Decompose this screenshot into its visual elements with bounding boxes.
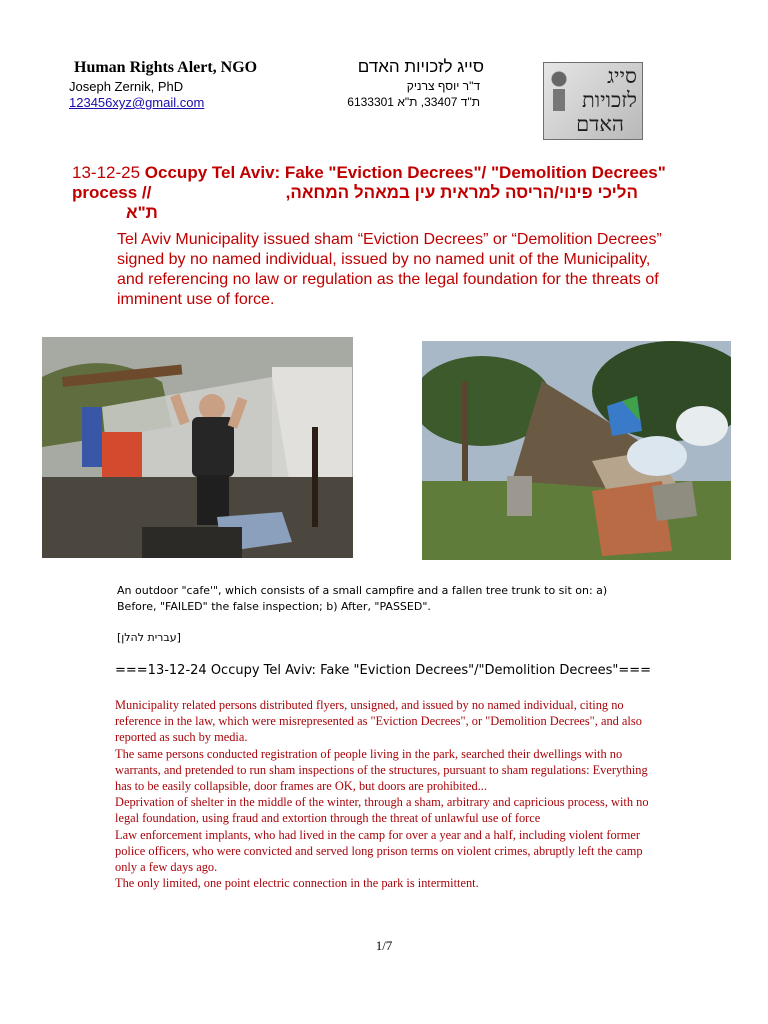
- headline-title-hebrew: הליכי פינוי/הריסה למראית עין במאהל המחאה,: [285, 183, 638, 202]
- org-name-hebrew: סייג לזכויות האדם: [357, 57, 484, 76]
- photo-before-illustration: [42, 337, 353, 558]
- headline-title-hebrew-end: ת"א: [126, 203, 158, 222]
- body-paragraph: The same persons conducted registration of people living in the park, searched their dwellings with no warrants, and pretended to run sham inspections of the structures, pursuant to sham regulations: Everything has to be easily collapsible, door frames are OK, but doors are prohibited...: [115, 746, 648, 794]
- logo-text-line: סייג: [607, 64, 637, 88]
- section-subheading: ===13-12-24 Occupy Tel Aviv: Fake "Eviction Decrees"/"Demolition Decrees"===: [115, 663, 652, 678]
- logo-text-line: האדם: [576, 112, 624, 136]
- headline-date: 13-12-25: [72, 163, 141, 182]
- logo-figure-icon: [548, 71, 570, 111]
- photo-after-illustration: [422, 341, 731, 560]
- headline-title-english: Occupy Tel Aviv: Fake "Eviction Decrees"/ "Demolition Decrees" process //: [72, 163, 666, 202]
- logo-text-line: לזכויות: [581, 88, 637, 112]
- photo-after-inspection: [422, 341, 731, 560]
- page-number: 1/7: [375, 938, 393, 953]
- org-name-english: Human Rights Alert, NGO: [74, 59, 258, 76]
- body-paragraph: The only limited, one point electric connection in the park is intermittent.: [115, 876, 479, 891]
- body-text: [115, 697, 660, 891]
- address-hebrew: ת"ד 33407, ת"א 6133301: [347, 95, 480, 109]
- body-paragraph: Law enforcement implants, who had lived in the camp for over a year and a half, including violent former police officers, who were convicted and served long prison terms on violent crimes, abruptly left the camp only a few days ago.: [115, 827, 643, 875]
- hebrew-below-note: [עברית להלן]: [117, 631, 181, 644]
- headline-summary: Tel Aviv Municipality issued sham “Eviction Decrees” or “Demolition Decrees” signed by no named individual, issued by no named unit of the Municipality, and referencing no law or regulation as the legal foundation for the threats of imminent use of force.: [117, 231, 662, 308]
- photo-before-inspection: [42, 337, 353, 558]
- body-paragraph: Municipality related persons distributed flyers, unsigned, and issued by no named individual, citing no reference in the law, which were misrepresented as "Eviction Decrees", or "Demolition Decrees", and also reported as such by media.: [115, 698, 642, 745]
- author-name-hebrew: ד"ר יוסף צרניק: [406, 79, 480, 93]
- body-paragraph: Deprivation of shelter in the middle of the winter, through a sham, arbitrary and capricious process, with no legal foundation, using fraud and extortion through the threat of unlawful use of force: [115, 795, 649, 826]
- photo-caption: An outdoor "cafe'", which consists of a small campfire and a fallen tree trunk to sit on: a) Before, "FAILED" the false inspection; b) After, "PASSED".: [117, 584, 608, 613]
- author-name-english: Joseph Zernik, PhD: [69, 79, 184, 94]
- org-logo: [543, 62, 643, 140]
- email-link[interactable]: 123456xyz@gmail.com: [69, 95, 205, 110]
